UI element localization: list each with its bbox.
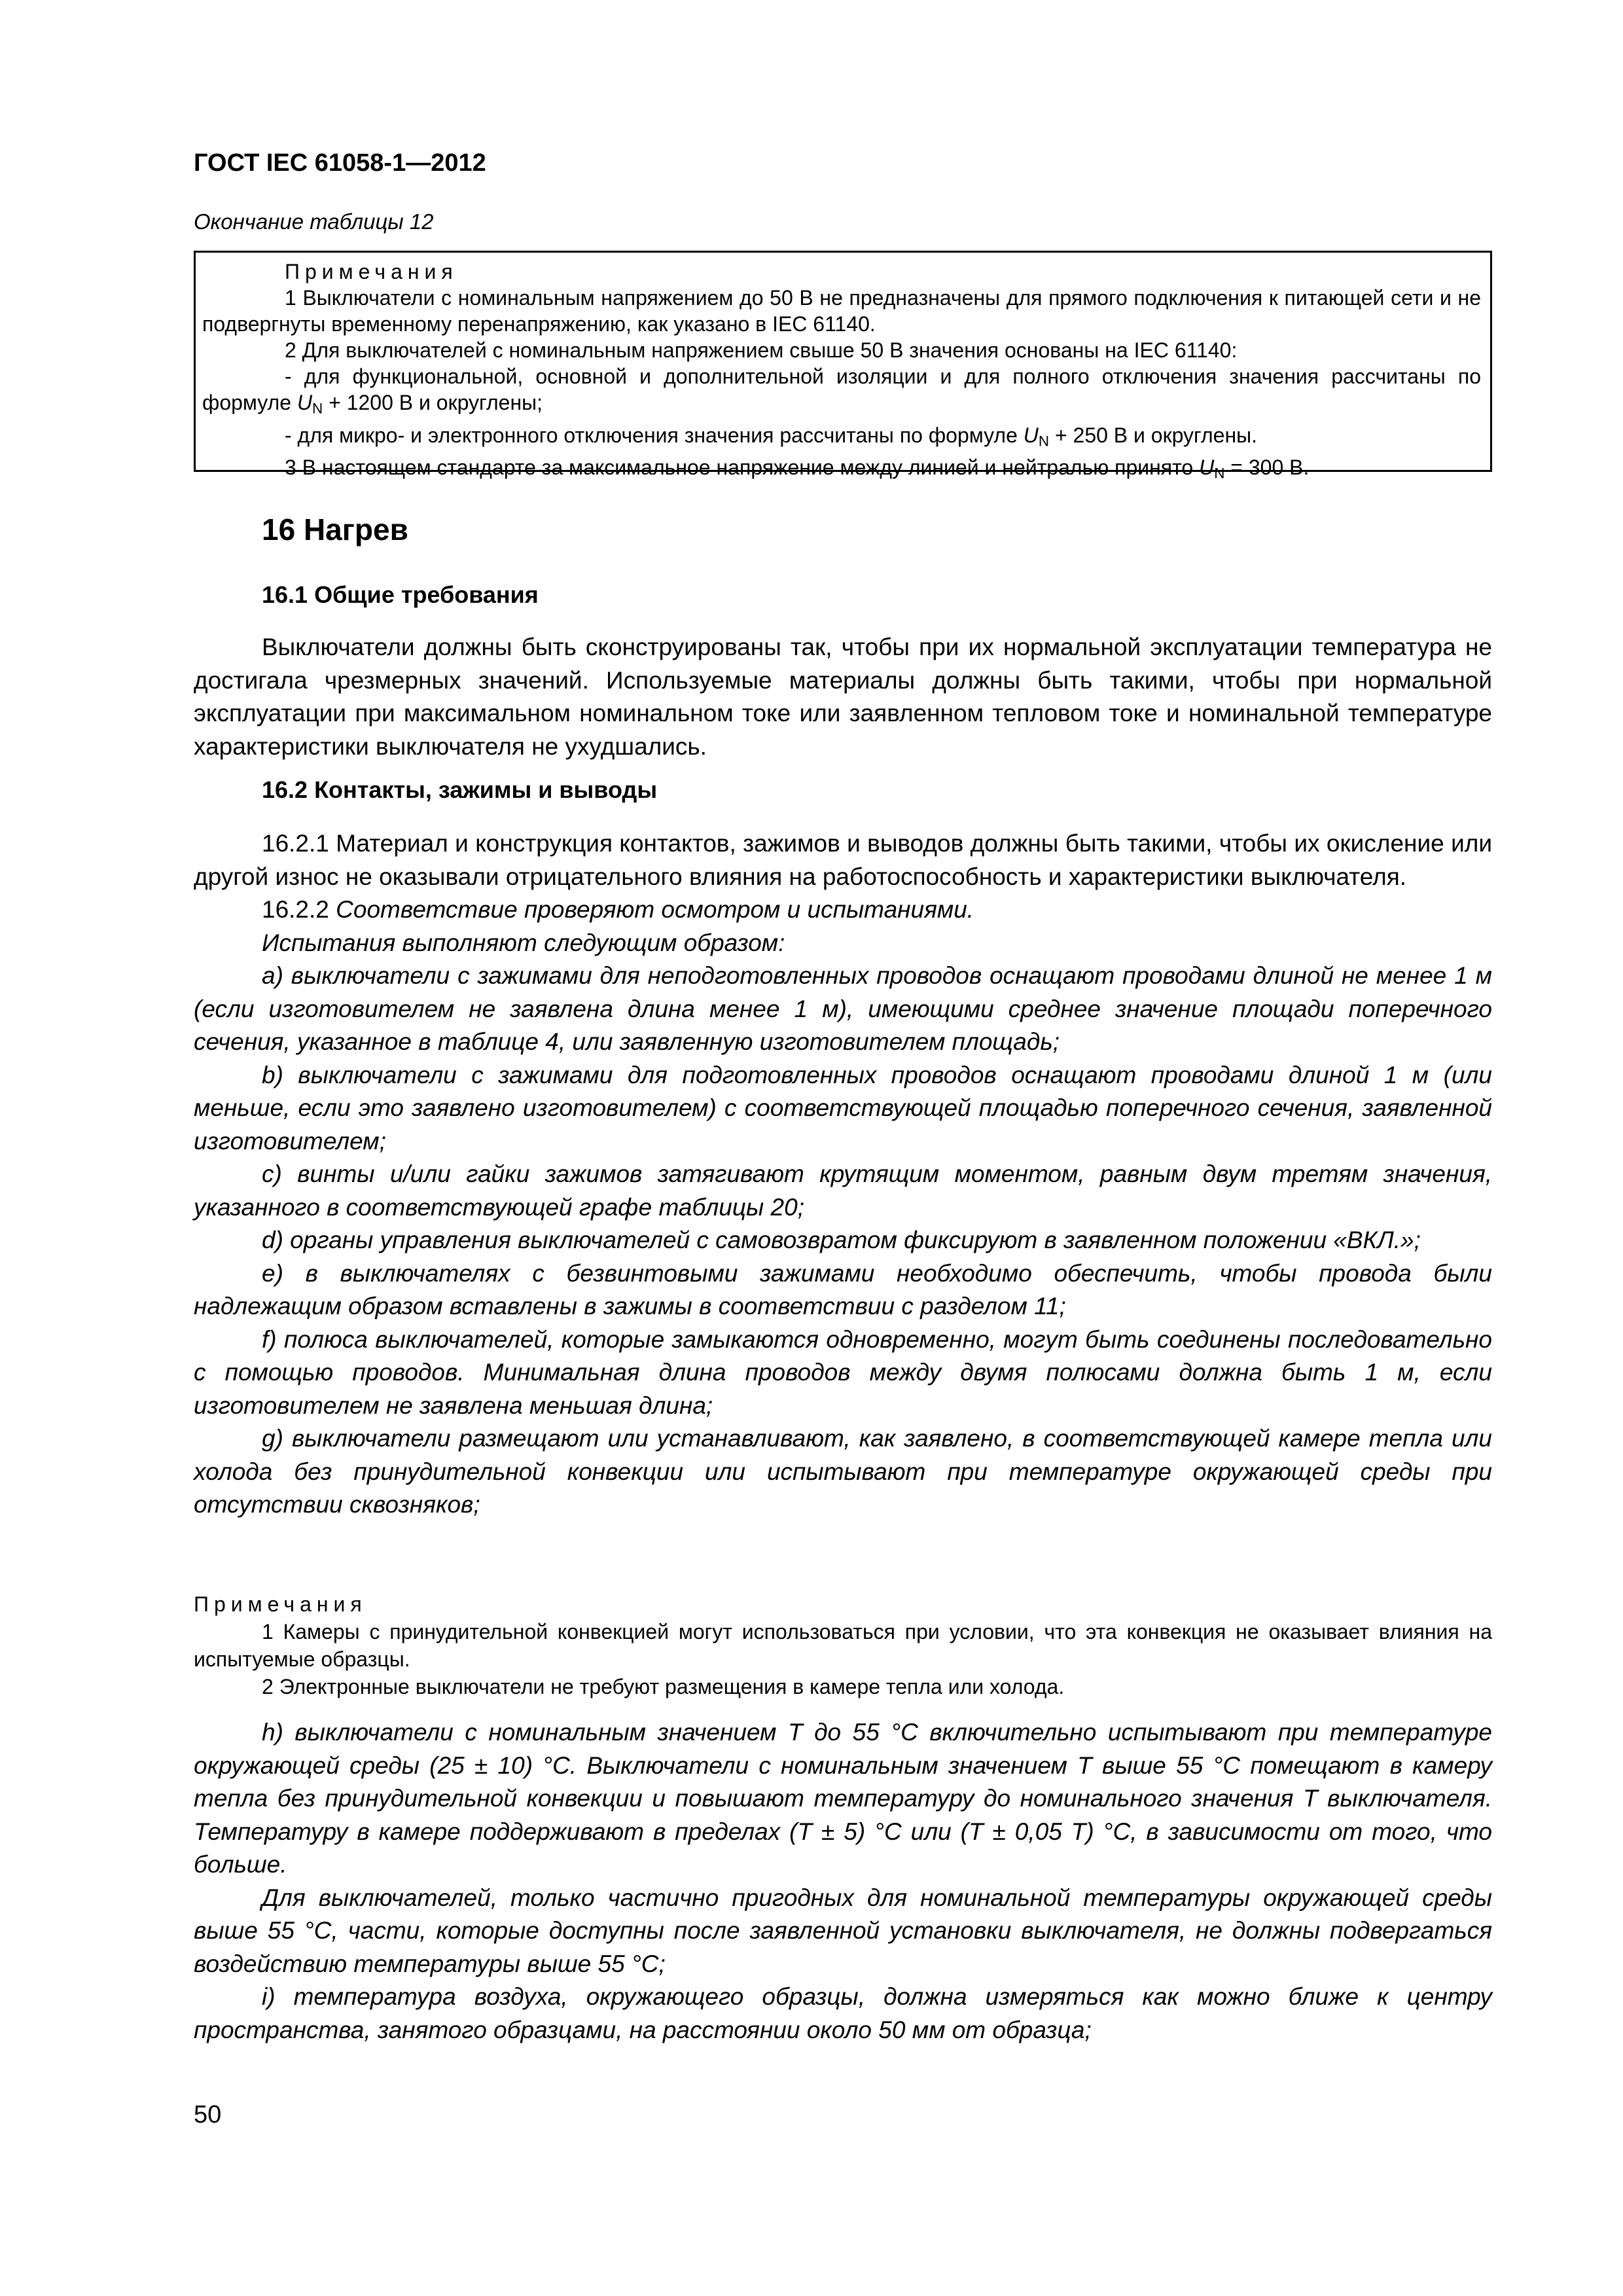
notes-block [194,1590,1492,1700]
subsection-16-1-title: 16.1 Общие требования [262,581,539,608]
note-3: 3 В настоящем стандарте за максимальное напряжение между линией и нейтралью принято $U_N = 300$ В. [285,456,1310,482]
page-number: 50 [194,2101,222,2128]
paragraph-16-2-2: 16.2.2 Соответствие проверяют осмотром и испытаниями. [262,896,974,923]
item-e: e) в выключателях с безвинтовыми зажимами необходимо обеспечить, чтобы провода были надлежащим образом вставлены в зажимы в соответствии с разделом 11; [194,1259,1492,1319]
paragraph-16-2-1: 16.2.1 Материал и конструкция контактов, зажимов и выводов должны быть такими, чтобы их окисление или другой износ не оказывали отрицательного влияния на работоспособность и характеристики выключателя. [194,830,1492,890]
item-h: h) выключатели с номинальным значением T до 55 °C включительно испытывают при температуре окружающей среды (25 ± 10) °C. Выключатели с номинальным значением T выше 55 °C помещают в камеру тепла без принудительной конвекции и повышают температуру до номинального значения T выключателя. Температуру в камере поддерживают в пределах (T ± 5) °C или (T ± 0,05 T) °C, в зависимости от того, что больше. [194,1719,1492,1878]
notes2-item-2: 2 Электронные выключатели не требуют размещения в камере тепла или холода. [262,1675,1065,1698]
item-b: b) выключатели с зажимами для подготовленных проводов оснащают проводами длиной 1 м (или меньше, если это заявлено изготовителем) с соответствующей площадью поперечного сечения, заявленной изготовителем; [194,1061,1492,1155]
subsection-16-2-title: 16.2 Контакты, зажимы и выводы [262,776,658,803]
item-d: d) органы управления выключателей с самовозвратом фиксируют в заявленном положении «ВКЛ.»; [262,1227,1421,1253]
notes-title: Примечания [285,260,458,283]
item-c: c) винты и/или гайки зажимов затягивают крутящим моментом, равным двум третям значения, указанного в соответствующей графе таблицы 20; [194,1160,1492,1221]
paragraph-16-1: Выключатели должны быть сконструированы так, чтобы при их нормальной эксплуатации температура не достигала чрезмерных значений. Используемые материалы должны быть такими, чтобы при нормальной эксплуатации при максимальном номинальном токе или заявленном тепловом токе и номинальной температуре характеристики выключателя не ухудшались. [194,634,1492,760]
item-g: g) выключатели размещают или устанавливают, как заявлено, в соответствующей камере тепла или холода без принудительной конвекции или испытывают при температуре окружающей среды при отсутствии сквозняков; [194,1425,1492,1518]
paragraph-tests: Испытания выполняют следующим образом: [262,929,785,956]
item-f: f) полюса выключателей, которые замыкаются одновременно, могут быть соединены последовательно с помощью проводов. Минимальная длина проводов между двумя полюсами должна быть 1 м, если изготовителем не заявлена меньшая длина; [194,1325,1492,1419]
table-notes-box [194,251,1492,482]
subsection-16-1-body [194,631,1492,763]
document-header: ГОСТ IEC 61058-1—2012 [194,149,486,177]
note-1: 1 Выключатели с номинальным напряжением до 50 В не предназначены для прямого подключения к питающей сети и не подвергнуты временному перенапряжению, как указано в IEC 61140. [202,286,1481,336]
section-title: 16 Нагрев [262,512,408,547]
item-h-continued: Для выключателей, только частично пригодных для номинальной температуры окружающей среды выше 55 °C, части, которые доступны после заявленной установки выключателя, не должны подвергаться воздействию температуры выше 55 °C; [194,1884,1492,1977]
note-2a: - для функциональной, основной и дополнительной изоляции и для полного отключения значения рассчитаны по формуле $U_N + 1200$ В и округлены; [202,365,1481,417]
note-2: 2 Для выключателей с номинальным напряжением свыше 50 В значения основаны на IEC 61140: [285,338,1238,362]
note-2b: - для микро- и электронного отключения значения рассчитаны по формуле $U_N + 250$ В и округлены. [285,423,1258,450]
notes2-item-1: 1 Камеры с принудительной конвекцией могут использоваться при условии, что эта конвекция не оказывает влияния на испытуемые образцы. [194,1620,1492,1671]
table-caption: Окончание таблицы 12 [194,209,434,234]
item-i: i) температура воздуха, окружающего образцы, должна измеряться как можно ближе к центру пространства, занятого образцами, на расстоянии около 50 мм от образца; [194,1983,1492,2043]
item-a: а) выключатели с зажимами для неподготовленных проводов оснащают проводами длиной не менее 1 м (если изготовителем не заявлена длина менее 1 м), имеющими среднее значение площади поперечного сечения, указанное в таблице 4, или заявленную изготовителем площадь; [194,962,1492,1055]
notes2-title: Примечания [194,1592,367,1616]
subsection-16-2-body [194,827,1492,1522]
continued-body [194,1716,1492,2047]
